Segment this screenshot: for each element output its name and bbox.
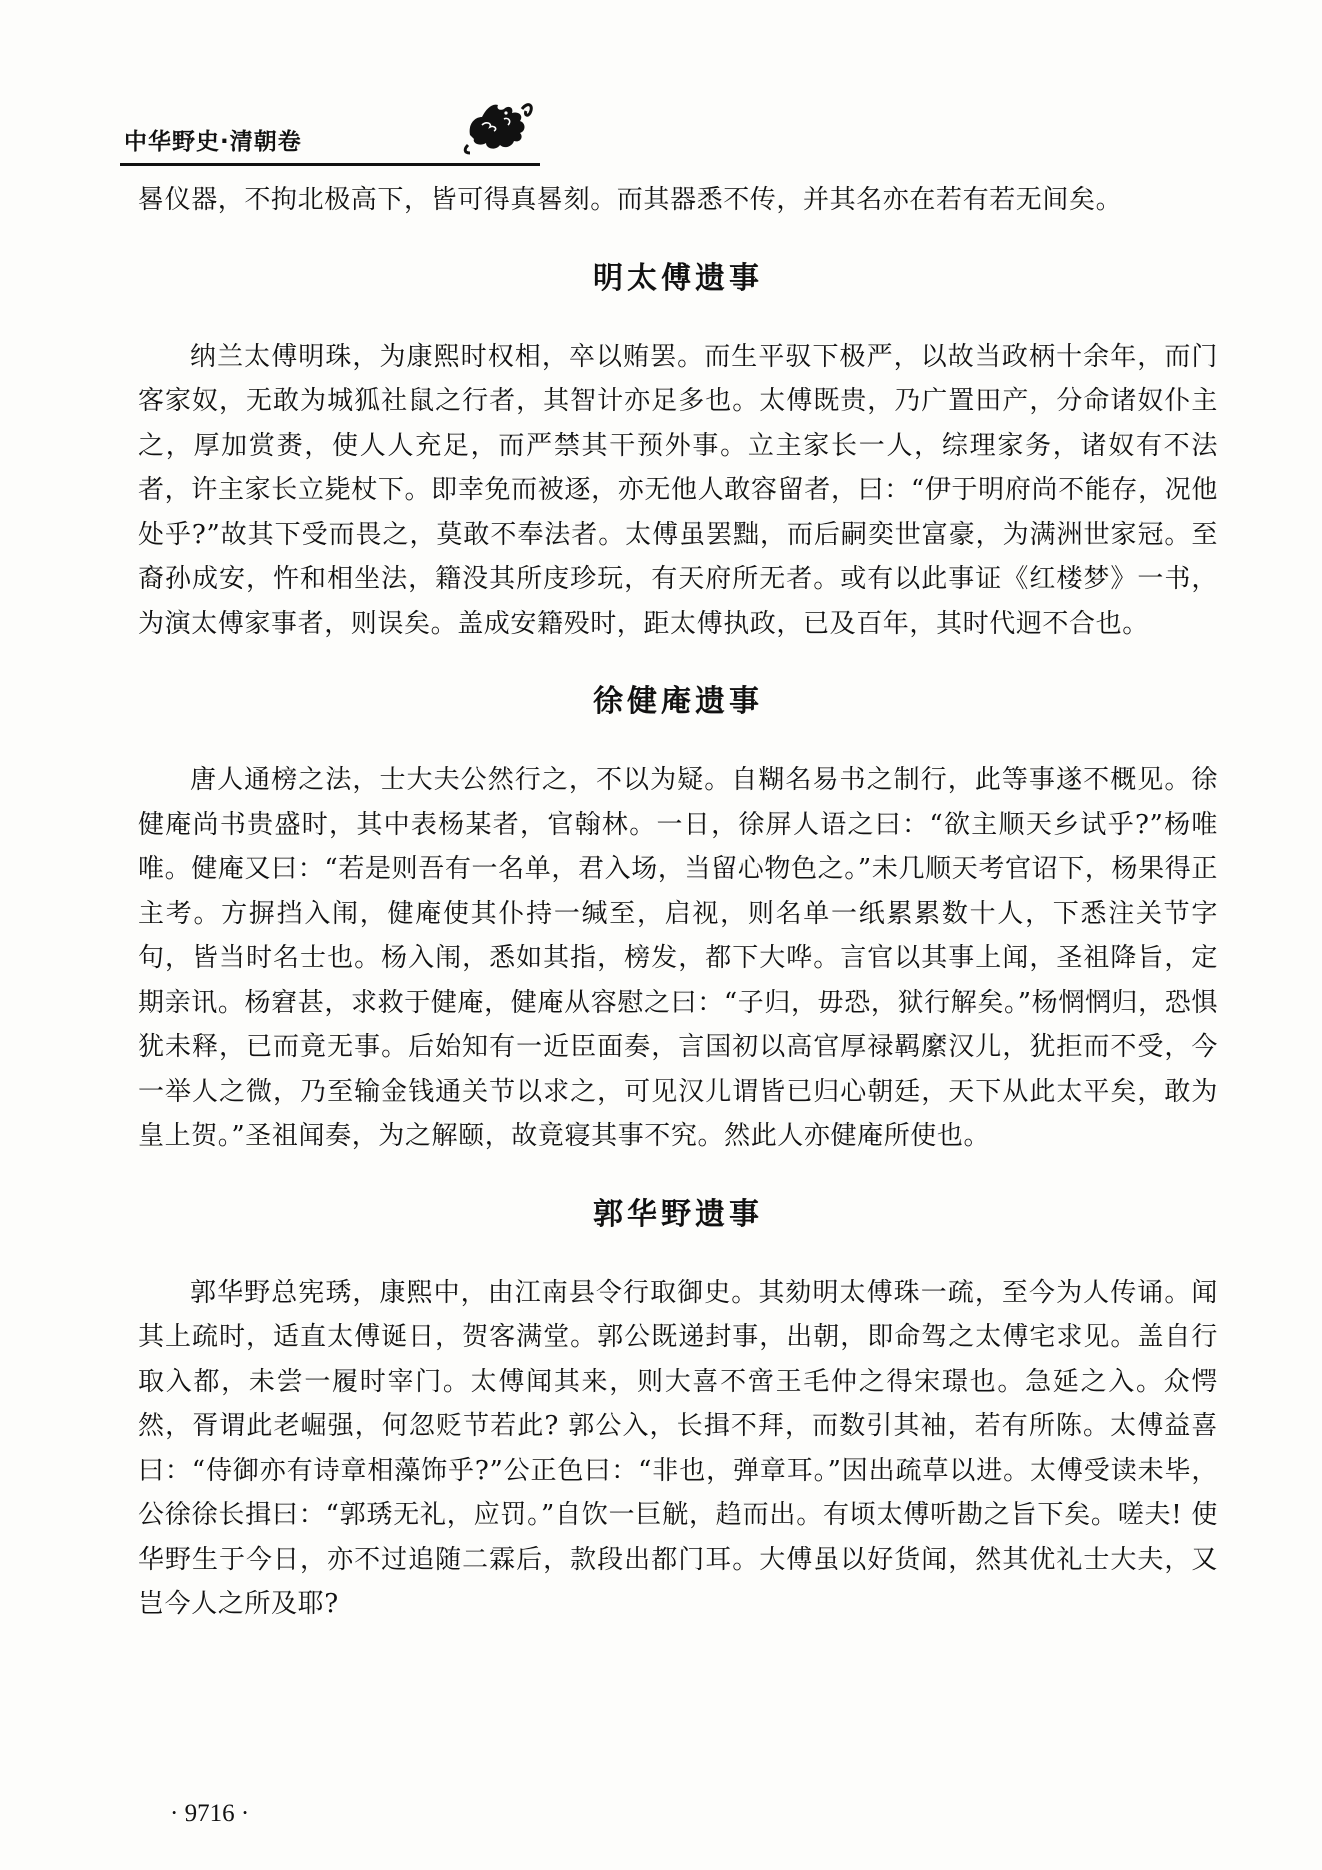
section-title: 徐健庵遗事 <box>593 684 763 719</box>
main-text <box>138 178 1218 1627</box>
section-paragraph: 郭华野总宪琇，康熙中，由江南县令行取御史。其劾明太傅珠一疏，至今为人传诵。闻其上疏时，适直太傅诞日，贺客满堂。郭公既递封事，出朝，即命驾之太傅宅求见。盖自行取入都，未尝一履时宰门。太傅闻其来，则大喜不啻王毛仲之得宋璟也。急延之入。众愕然，胥谓此老崛强，何忽贬节若此? 郭公入，长揖不拜，而数引其袖，若有所陈。太傅益喜曰：“侍御亦有诗章相藻饰乎?”公正色曰：“非也，弹章耳。”因出疏草以进。太傅受读未毕，公徐徐长揖曰：“郭琇无礼，应罚。”自饮一巨觥，趋而出。有顷太傅听勘之旨下矣。嗟夫! 使华野生于今日，亦不过追随二霖后，款段出都门耳。大傅虽以好货闻，然其优礼士大夫，又岂今人之所及耶? <box>138 1277 1218 1619</box>
section-paragraph: 唐人通榜之法，士大夫公然行之，不以为疑。自糊名易书之制行，此等事遂不概见。徐健庵尚书贵盛时，其中表杨某者，官翰林。一日，徐屏人语之曰：“欲主顺天乡试乎?”杨唯唯。健庵又曰：“若是则吾有一名单，君入场，当留心物色之。”未几顺天考官诏下，杨果得正主考。方摒挡入闱，健庵使其仆持一缄至，启视，则名单一纸累累数十人，下悉注关节字句，皆当时名士也。杨入闱，悉如其指，榜发，都下大哗。言官以其事上闻，圣祖降旨，定期亲讯。杨窘甚，求救于健庵，健庵从容慰之曰：“子归，毋恐，狱行解矣。”杨惘惘归，恐惧犹未释，已而竟无事。后始知有一近臣面奏，言国初以高官厚禄羁縻汉儿，犹拒而不受，今一举人之微，乃至输金钱通关节以求之，可见汉儿谓皆已归心朝廷，天下从此太平矣，敢为皇上贺。”圣祖闻奏，为之解颐，故竟寝其事不究。然此人亦健庵所使也。 <box>138 765 1218 1151</box>
section-paragraph: 纳兰太傅明珠，为康熙时权相，卒以贿罢。而生平驭下极严，以故当政柄十余年，而门客家奴，无敢为城狐社鼠之行者，其智计亦足多也。太傅既贵，乃广置田产，分命诸奴仆主之，厚加赏赉，使人人充足，而严禁其干预外事。立主家长一人，综理家务，诸奴有不法者，许主家长立毙杖下。即幸免而被逐，亦无他人敢容留者，曰：“伊于明府尚不能存，况他处乎?”故其下受而畏之，莫敢不奉法者。太傅虽罢黜，而后嗣奕世富豪，为满洲世家冠。至裔孙成安，忤和相坐法，籍没其所庋珍玩，有天府所无者。或有以此事证《红楼梦》一书，为演太傅家事者，则误矣。盖成安籍殁时，距太傅执政，已及百年，其时代迥不合也。 <box>138 341 1218 639</box>
dragon-emblem-icon <box>460 95 540 155</box>
section-title: 明太傅遗事 <box>593 260 763 296</box>
running-header-title: 中华野史·清朝卷 <box>124 129 302 155</box>
section-title: 郭华野遗事 <box>593 1196 763 1232</box>
header-rule <box>120 163 540 166</box>
running-header <box>120 95 540 167</box>
intro-paragraph: 晷仪器，不拘北极高下，皆可得真晷刻。而其器悉不传，并其名亦在若有若无间矣。 <box>138 185 1123 215</box>
page-number: · 9716 · <box>170 1800 250 1827</box>
